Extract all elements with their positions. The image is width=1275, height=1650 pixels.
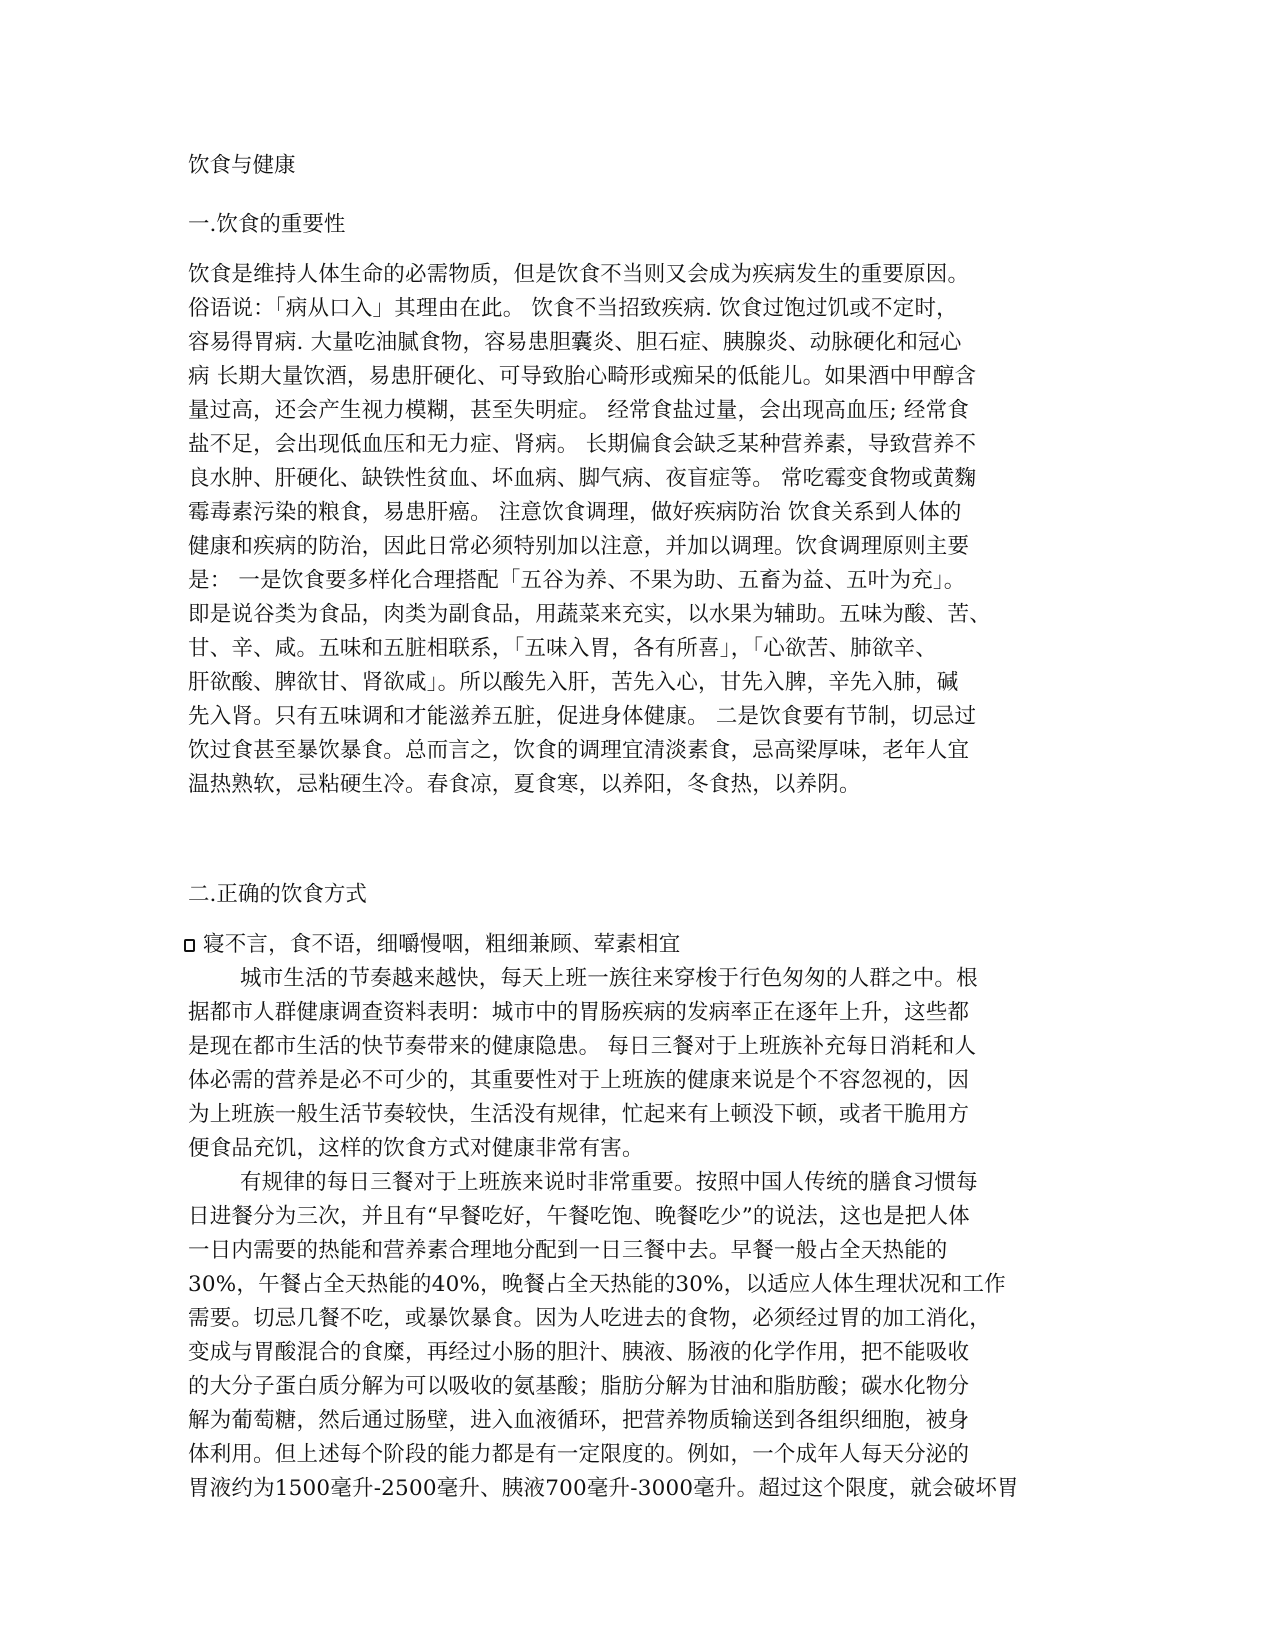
text-line: 日进餐分为三次，并且有“早餐吃好，午餐吃饱、晚餐吃少”的说法，这也是把人体 [188, 1204, 970, 1229]
text-line: 需要。切忌几餐不吃，或暴饮暴食。因为人吃进去的食物，必须经过胃的加工消化， [188, 1306, 991, 1331]
document-title: 饮食与健康 [188, 153, 296, 178]
text-line: 体利用。但上述每个阶段的能力都是有一定限度的。例如，一个成年人每天分泌的 [188, 1442, 970, 1467]
text-line: 甘、辛、咸。五味和五脏相联系，「五味入胃，各有所喜」，「心欲苦、肺欲辛、 [188, 636, 937, 661]
text-line: 健康和疾病的防治，因此日常必须特别加以注意，并加以调理。饮食调理原则主要 [188, 534, 970, 559]
text-line: 胃液约为1500毫升-2500毫升、胰液700毫升-3000毫升。超过这个限度，就会破坏胃 [188, 1476, 1019, 1501]
text-line: 量过高，还会产生视力模糊，甚至失明症。 经常食盐过量，会出现高血压; 经常食 [188, 398, 970, 423]
bullet-item [188, 928, 680, 962]
bullet-text: 寝不言，食不语，细嚼慢咽，粗细兼顾、荤素相宜 [203, 932, 681, 957]
text-line: 便食品充饥，这样的饮食方式对健康非常有害。 [188, 1136, 644, 1161]
text-line: 一日内需要的热能和营养素合理地分配到一日三餐中去。早餐一般占全天热能的 [188, 1238, 948, 1263]
text-line: 饮过食甚至暴饮暴食。总而言之，饮食的调理宜清淡素食，忌高梁厚味，老年人宜 [188, 738, 970, 763]
text-line: 的大分子蛋白质分解为可以吸收的氨基酸；脂肪分解为甘油和脂肪酸；碳水化物分 [188, 1374, 970, 1399]
text-line: 城市生活的节奏越来越快，每天上班一族往来穿梭于行色匆匆的人群之中。根 [240, 966, 978, 991]
square-bullet-icon [184, 939, 195, 952]
text-line: 饮食是维持人体生命的必需物质，但是饮食不当则又会成为疾病发生的重要原因。 [188, 262, 970, 287]
text-line: 霉毒素污染的粮食，易患肝癌。 注意饮食调理，做好疾病防治 饮食关系到人体的 [188, 500, 962, 525]
text-line: 据都市人群健康调查资料表明：城市中的胃肠疾病的发病率正在逐年上升，这些都 [188, 1000, 970, 1025]
text-line: 变成与胃酸混合的食糜，再经过小肠的胆汁、胰液、肠液的化学作用，把不能吸收 [188, 1340, 970, 1365]
text-line: 30%，午餐占全天热能的40%，晚餐占全天热能的30%，以适应人体生理状况和工作 [188, 1272, 1006, 1297]
text-line: 病 长期大量饮酒，易患肝硬化、可导致胎心畸形或痴呆的低能儿。如果酒中甲醇含 [188, 364, 977, 389]
text-line: 盐不足，会出现低血压和无力症、肾病。 长期偏食会缺乏某种营养素，导致营养不 [188, 432, 977, 457]
text-line: 是： 一是饮食要多样化合理搭配「五谷为养、不果为助、五畜为益、五叶为充」。 [188, 568, 966, 593]
text-line: 为上班族一般生活节奏较快，生活没有规律，忙起来有上顿没下顿，或者干脆用方 [188, 1102, 970, 1127]
text-line: 肝欲酸、脾欲甘、肾欲咸」。所以酸先入肝，苦先入心，甘先入脾，辛先入肺，碱 [188, 670, 959, 695]
text-line: 解为葡萄糖，然后通过肠壁，进入血液循环，把营养物质输送到各组织细胞，被身 [188, 1408, 970, 1433]
text-line: 体必需的营养是必不可少的，其重要性对于上班族的健康来说是个不容忽视的，因 [188, 1068, 970, 1093]
text-line: 温热熟软，忌粘硬生冷。春食凉，夏食寒，以养阳，冬食热，以养阴。 [188, 772, 861, 797]
text-line: 容易得胃病. 大量吃油腻食物，容易患胆囊炎、胆石症、胰腺炎、动脉硬化和冠心 [188, 330, 962, 355]
section1-heading: 一.饮食的重要性 [188, 212, 346, 237]
text-line: 俗语说：「病从口入」其理由在此。 饮食不当招致疾病. 饮食过饱过饥或不定时， [188, 296, 958, 321]
text-line: 即是说谷类为食品，肉类为副食品，用蔬菜来充实，以水果为辅助。五味为酸、苦、 [188, 602, 991, 627]
text-line: 有规律的每日三餐对于上班族来说时非常重要。按照中国人传统的膳食习惯每 [240, 1170, 978, 1195]
text-line: 是现在都市生活的快节奏带来的健康隐患。 每日三餐对于上班族补充每日消耗和人 [188, 1034, 977, 1059]
section2-heading: 二.正确的饮食方式 [188, 882, 367, 907]
text-line: 良水肿、肝硬化、缺铁性贫血、坏血病、脚气病、夜盲症等。 常吃霉变食物或黄麴 [188, 466, 977, 491]
text-line: 先入肾。只有五味调和才能滋养五脏，促进身体健康。 二是饮食要有节制，切忌过 [188, 704, 977, 729]
